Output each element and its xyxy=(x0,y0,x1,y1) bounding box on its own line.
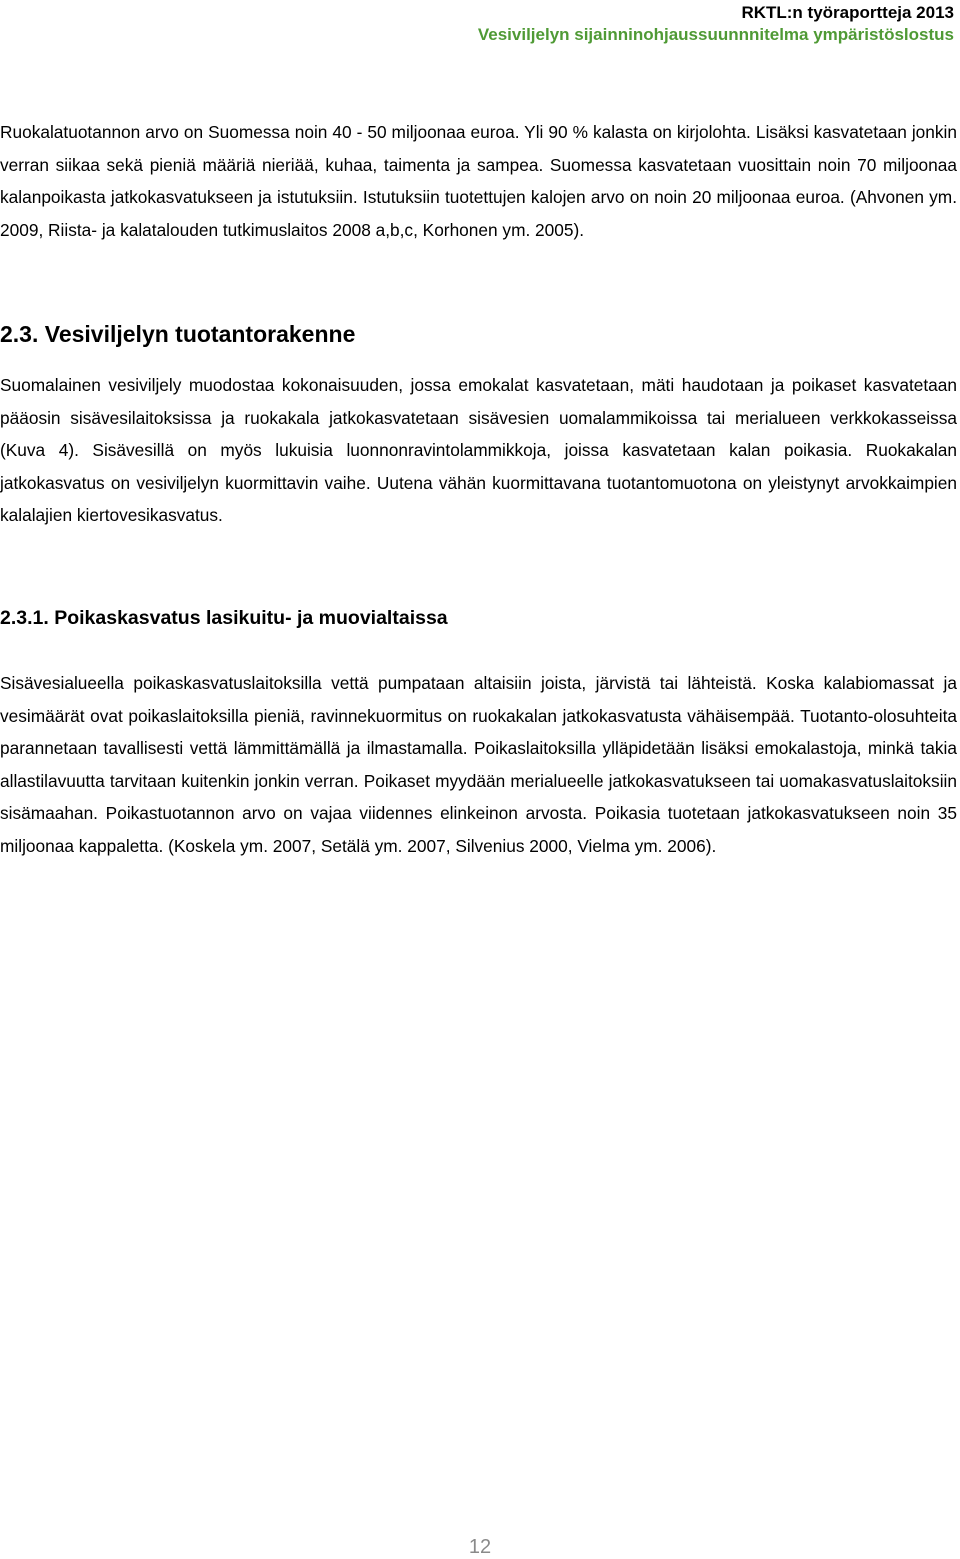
section-2-3-1-heading-block xyxy=(0,603,448,633)
section-2-3-paragraph: Suomalainen vesiviljely muodostaa kokonaisuuden, jossa emokalat kasvatetaan, mäti haudotaan ja poikaset kasvatetaan pääosin sisävesilaitoksissa ja ruokakala jatkokasvatetaan sisävesien uomalammikoissa tai merialueen verkkokasseissa (Kuva 4). Sisävesillä on myös lukuisia luonnonravintolammikkoja, joissa kasvatetaan kalan poikasia. Ruokakalan jatkokasvatus on vesiviljelyn kuormittavin vaihe. Uutena vähän kuormittavana tuotantomuotona on yleistynyt arvokkaimpien kalalajien kiertovesikasvatus. xyxy=(0,375,957,526)
section-2-3-heading: 2.3. Vesiviljelyn tuotantorakenne xyxy=(0,321,356,347)
section-2-3-1-heading: 2.3.1. Poikaskasvatus lasikuitu- ja muovialtaissa xyxy=(0,607,448,629)
document-subtitle: Vesiviljelyn sijainninohjaussuunnnitelma ympäristöslostus xyxy=(477,25,954,44)
page-number: 12 xyxy=(468,1536,492,1558)
intro-paragraph: Ruokalatuotannon arvo on Suomessa noin 40 - 50 miljoonaa euroa. Yli 90 % kalasta on kirjolohta. Lisäksi kasvatetaan jonkin verran siikaa sekä pieniä määriä nieriää, kuhaa, taimenta ja sampea. Suomessa kasvatetaan vuosittain noin 70 miljoonaa kalanpoikasta jatkokasvatukseen ja istutuksiin. Istutuksiin tuotettujen kalojen arvo on noin 20 miljoonaa euroa. (Ahvonen ym. 2009, Riista- ja kalatalouden tutkimuslaitos 2008 a,b,c, Korhonen ym. 2005). xyxy=(0,122,957,240)
intro-section xyxy=(0,116,957,246)
section-2-3 xyxy=(0,369,957,532)
report-series-title: RKTL:n työraportteja 2013 xyxy=(741,3,954,22)
section-2-3-heading-block xyxy=(0,318,355,350)
section-2-3-1 xyxy=(0,667,957,863)
page-header xyxy=(478,2,954,46)
section-2-3-1-paragraph: Sisävesialueella poikaskasvatuslaitoksilla vettä pumpataan altaisiin joista, järvistä tai lähteistä. Koska kalabiomassat ja vesimäärät ovat poikaslaitoksilla pieniä, ravinnekuormitus on ruokakalan jatkokasvatusta vähäisempää. Tuotanto-olosuhteita parannetaan tavallisesti vettä lämmittämällä ja ilmastamalla. Poikaslaitoksilla ylläpidetään lisäksi emokalastoja, minkä takia allastilavuutta tarvitaan kuitenkin jonkin verran. Poikaset myydään merialueelle jatkokasvatukseen tai uomakasvatuslaitoksiin sisämaahan. Poikastuotannon arvo on vajaa viidennes elinkeinon arvosta. Poikasia tuotetaan jatkokasvatukseen noin 35 miljoonaa kappaletta. (Koskela ym. 2007, Setälä ym. 2007, Silvenius 2000, Vielma ym. 2006). xyxy=(0,673,957,856)
